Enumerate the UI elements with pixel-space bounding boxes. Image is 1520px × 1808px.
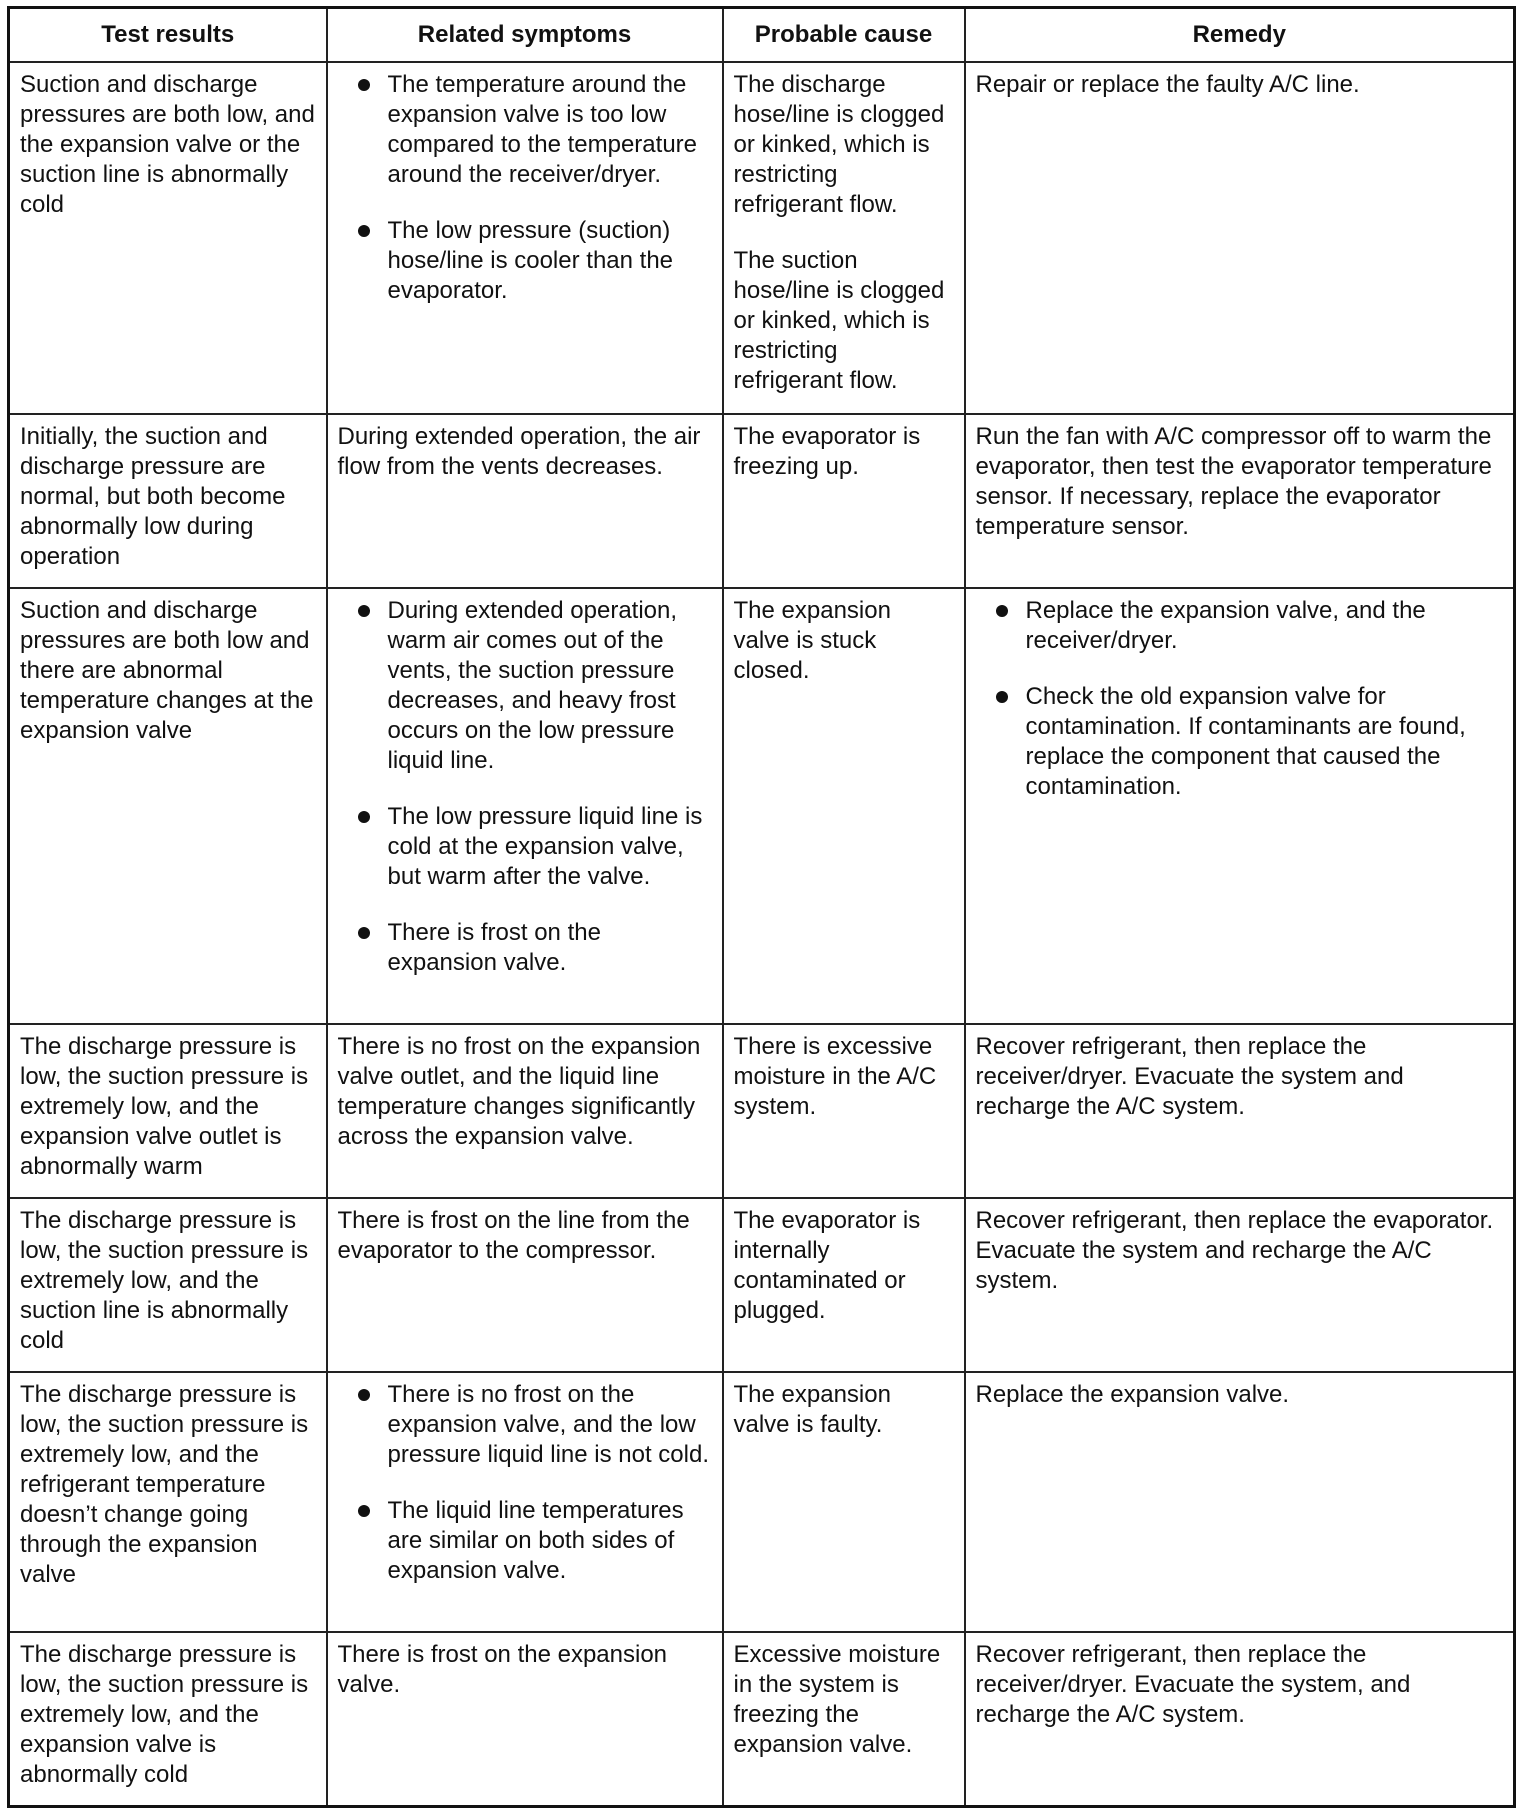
- table-row: [9, 1024, 1515, 1198]
- remedy-cell: [965, 62, 1515, 414]
- remedy-cell: [965, 1632, 1515, 1806]
- remedy-cell: [965, 588, 1515, 1024]
- remedy-text: Recover refrigerant, then replace the evaporator. Evacuate the system and recharge the A/C system.: [975, 1207, 1494, 1294]
- symptoms-cell: [327, 1632, 723, 1806]
- header-probable-cause: Probable cause: [723, 8, 965, 63]
- remedy-text: Replace the expansion valve.: [975, 1381, 1290, 1408]
- remedy-text: Run the fan with A/C compressor off to warm the evaporator, then test the evaporator temperature sensor. If necessary, replace the evaporator temperature sensor.: [975, 423, 1492, 540]
- cause-text: Excessive moisture in the system is freezing the expansion valve.: [733, 1641, 941, 1758]
- symptom-list: [338, 596, 712, 978]
- cause-cell: [723, 414, 965, 588]
- table-row: [9, 414, 1515, 588]
- header-remedy: Remedy: [965, 8, 1515, 63]
- remedy-cell: [965, 414, 1515, 588]
- test-result-cell: Suction and discharge pressures are both low and there are abnormal temperature changes at the expansion valve: [9, 588, 327, 1024]
- table-row: [9, 1632, 1515, 1806]
- symptom-item: During extended operation, warm air comes out of the vents, the suction pressure decreases, and heavy frost occurs on the low pressure liquid line.: [338, 596, 712, 776]
- test-result-cell: The discharge pressure is low, the suction pressure is extremely low, and the expansion valve is abnormally cold: [9, 1632, 327, 1806]
- symptoms-cell: [327, 1198, 723, 1372]
- symptom-list: [338, 70, 712, 306]
- symptoms-cell: [327, 62, 723, 414]
- cause-text: The expansion valve is stuck closed.: [733, 597, 891, 684]
- remedy-list: [976, 596, 1504, 802]
- test-result-cell: The discharge pressure is low, the suction pressure is extremely low, and the refrigerant temperature doesn’t change going through the expansion valve: [9, 1372, 327, 1632]
- remedy-text: Repair or replace the faulty A/C line.: [975, 71, 1360, 98]
- symptom-item: The liquid line temperatures are similar on both sides of expansion valve.: [338, 1496, 712, 1586]
- remedy-text: Recover refrigerant, then replace the receiver/dryer. Evacuate the system and recharge the A/C system.: [975, 1033, 1404, 1120]
- cause-cell: [723, 1632, 965, 1806]
- symptom-text: There is frost on the line from the evaporator to the compressor.: [337, 1207, 690, 1264]
- symptom-text: There is no frost on the expansion valve outlet, and the liquid line temperature changes significantly across the expansion valve.: [337, 1033, 701, 1150]
- symptom-item: There is frost on the expansion valve.: [338, 918, 712, 978]
- remedy-cell: [965, 1372, 1515, 1632]
- cause-text: The evaporator is freezing up.: [733, 423, 921, 480]
- table-row: [9, 62, 1515, 414]
- table-header-row: [9, 8, 1515, 63]
- test-result-cell: Suction and discharge pressures are both low, and the expansion valve or the suction line is abnormally cold: [9, 62, 327, 414]
- symptoms-cell: [327, 1372, 723, 1632]
- cause-cell: [723, 62, 965, 414]
- test-result-cell: The discharge pressure is low, the suction pressure is extremely low, and the expansion valve outlet is abnormally warm: [9, 1024, 327, 1198]
- symptom-text: There is frost on the expansion valve.: [337, 1641, 668, 1698]
- symptoms-cell: [327, 1024, 723, 1198]
- symptom-item: The low pressure liquid line is cold at the expansion valve, but warm after the valve.: [338, 802, 712, 892]
- cause-text: The evaporator is internally contaminated or plugged.: [733, 1207, 921, 1324]
- symptom-item: The temperature around the expansion valve is too low compared to the temperature around the receiver/dryer.: [338, 70, 712, 190]
- test-result-cell: The discharge pressure is low, the suction pressure is extremely low, and the suction line is abnormally cold: [9, 1198, 327, 1372]
- cause-text: The discharge hose/line is clogged or kinked, which is restricting refrigerant flow.: [733, 71, 945, 218]
- cause-cell: [723, 1372, 965, 1632]
- symptoms-cell: [327, 588, 723, 1024]
- remedy-cell: [965, 1024, 1515, 1198]
- diagnosis-table: [7, 6, 1516, 1808]
- table-row: [9, 1372, 1515, 1632]
- remedy-cell: [965, 1198, 1515, 1372]
- header-related-symptoms: Related symptoms: [327, 8, 723, 63]
- remedy-text: Recover refrigerant, then replace the receiver/dryer. Evacuate the system, and recharge the A/C system.: [975, 1641, 1411, 1728]
- symptoms-cell: [327, 414, 723, 588]
- table-row: [9, 588, 1515, 1024]
- cause-cell: [723, 588, 965, 1024]
- table-row: [9, 1198, 1515, 1372]
- cause-cell: [723, 1198, 965, 1372]
- cause-text: The expansion valve is faulty.: [733, 1381, 891, 1438]
- cause-cell: [723, 1024, 965, 1198]
- symptom-text: During extended operation, the air flow from the vents decreases.: [337, 423, 701, 480]
- remedy-item: Replace the expansion valve, and the receiver/dryer.: [976, 596, 1504, 656]
- cause-text: There is excessive moisture in the A/C system.: [733, 1033, 937, 1120]
- symptom-item: There is no frost on the expansion valve, and the low pressure liquid line is not cold.: [338, 1380, 712, 1470]
- remedy-item: Check the old expansion valve for contamination. If contaminants are found, replace the component that caused the contamination.: [976, 682, 1504, 802]
- symptom-list: [338, 1380, 712, 1586]
- cause-text: The suction hose/line is clogged or kinked, which is restricting refrigerant flow.: [733, 247, 945, 394]
- test-result-cell: Initially, the suction and discharge pressure are normal, but both become abnormally low during operation: [9, 414, 327, 588]
- symptom-item: The low pressure (suction) hose/line is cooler than the evaporator.: [338, 216, 712, 306]
- header-test-results: Test results: [9, 8, 327, 63]
